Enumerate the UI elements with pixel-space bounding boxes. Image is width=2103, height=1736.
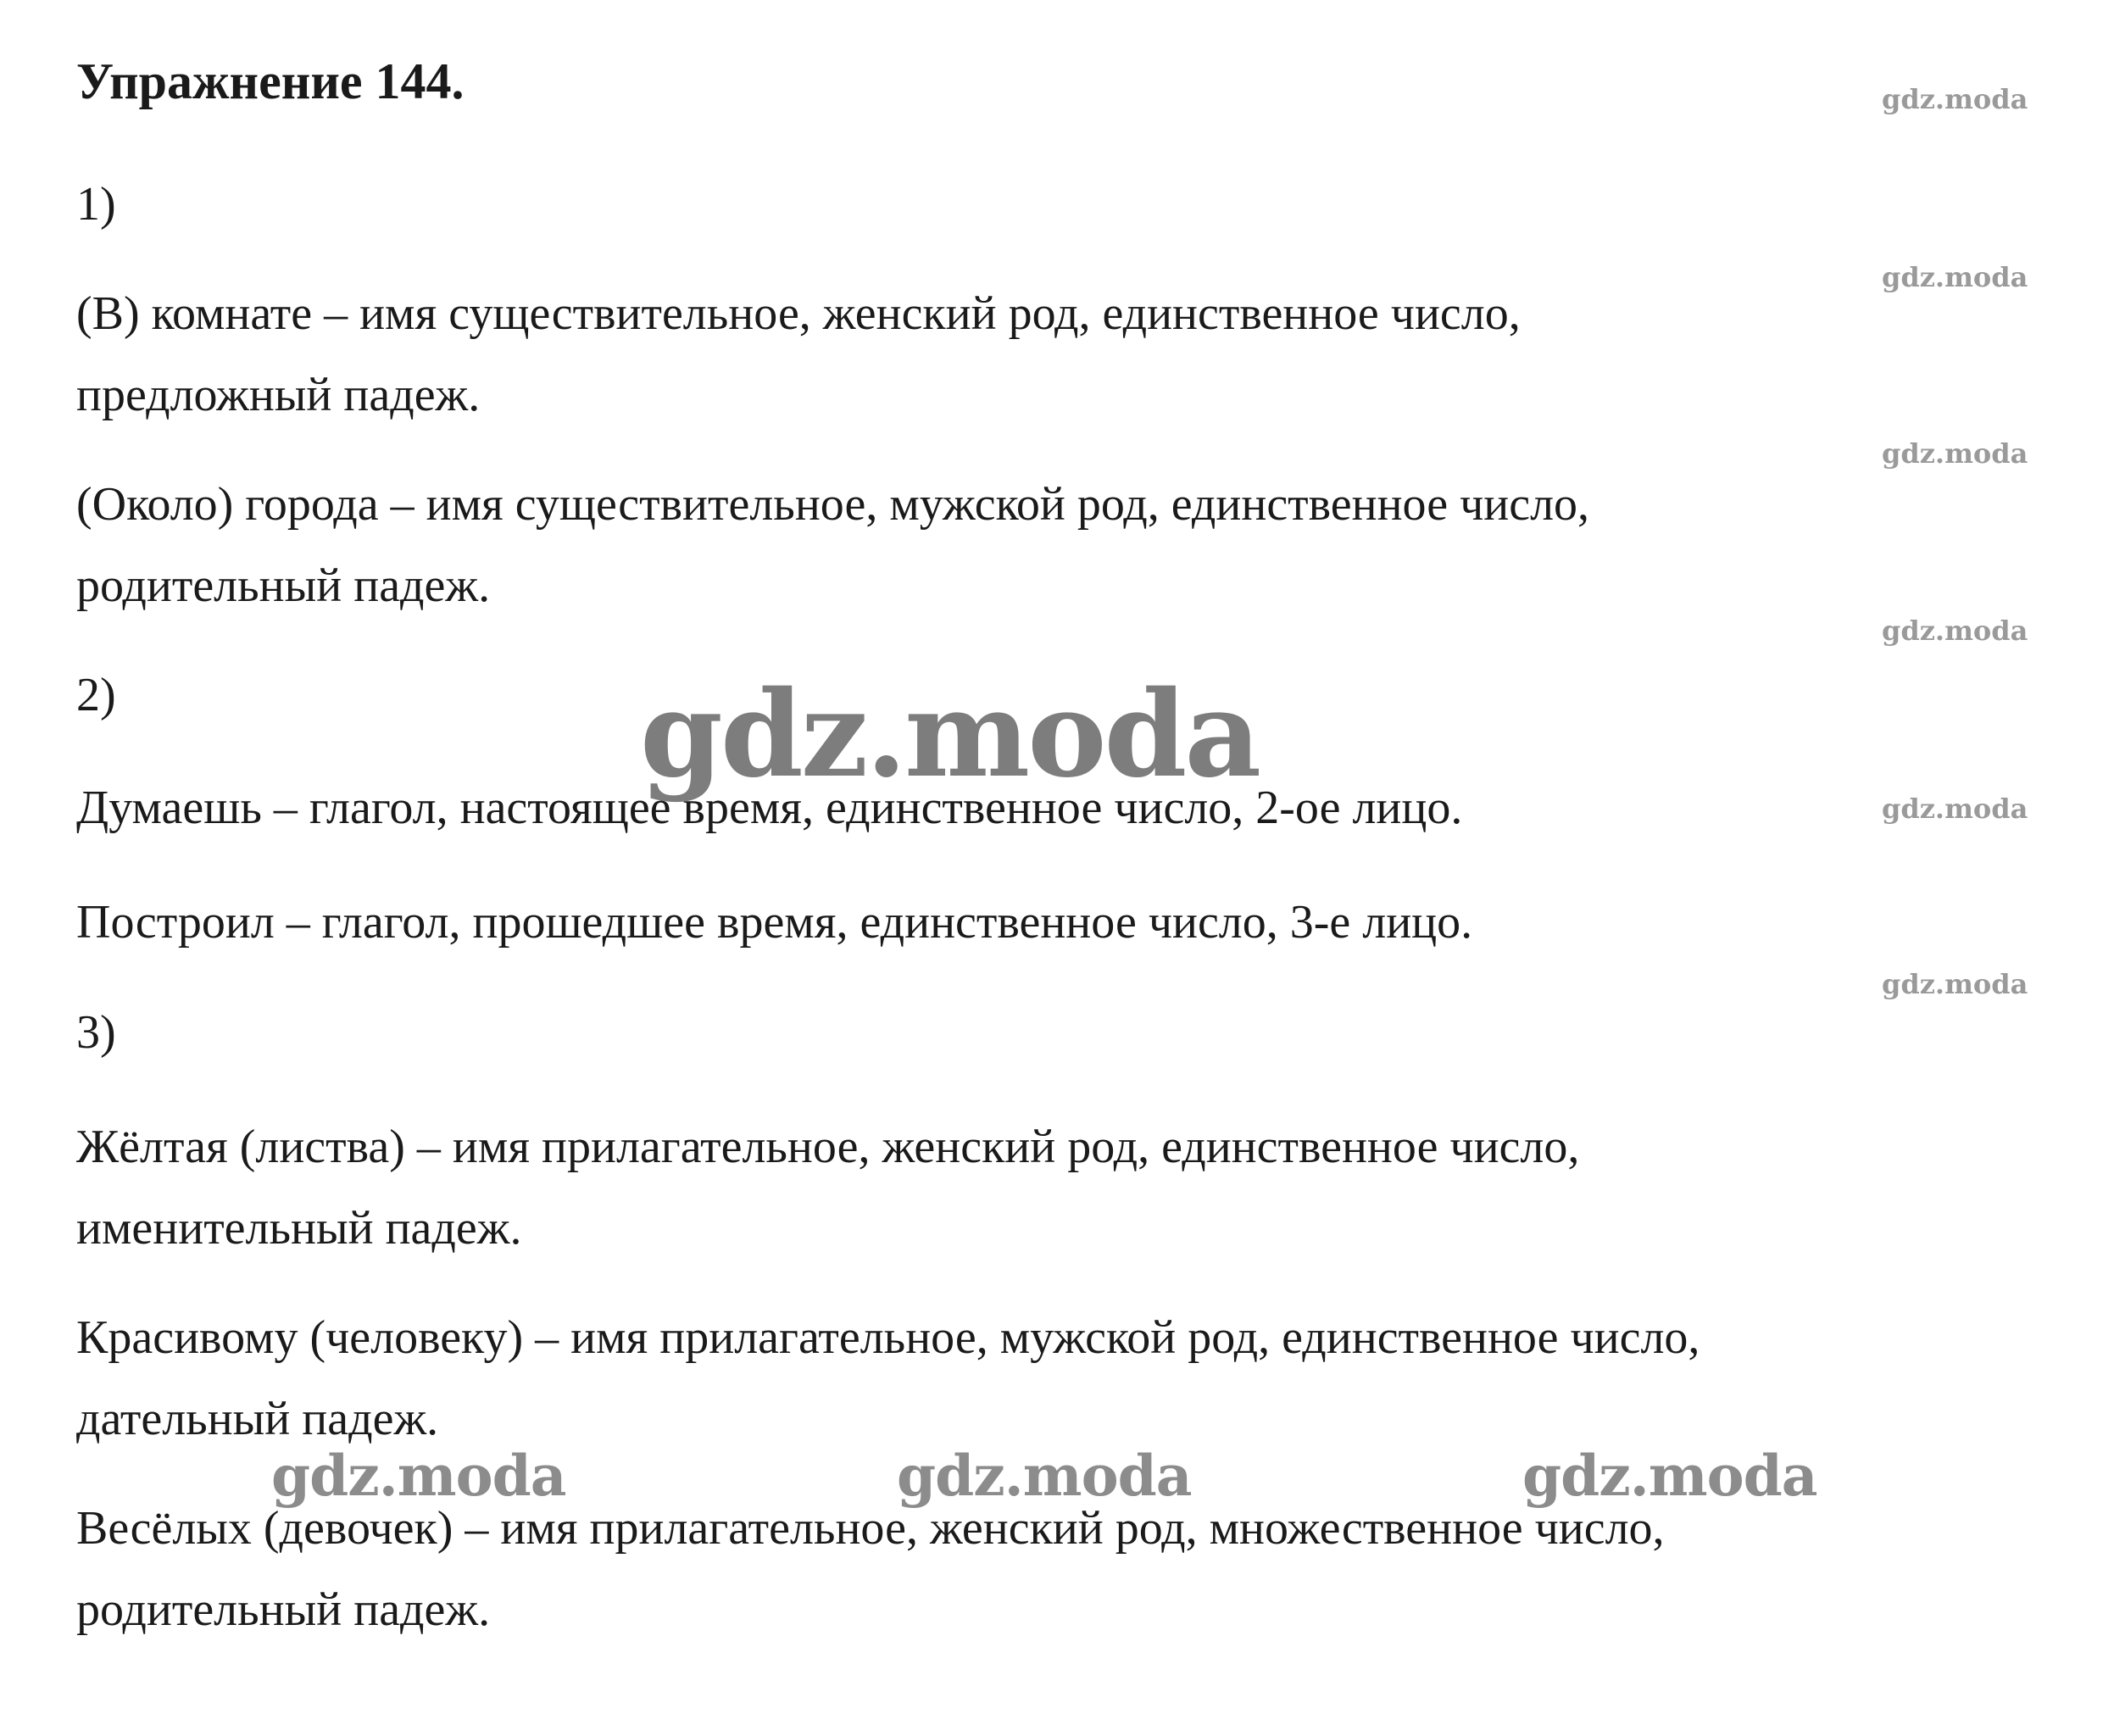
watermark-medium: gdz.moda <box>1522 1443 1817 1509</box>
answer-line: родительный падеж. <box>76 559 491 612</box>
watermark-small: gdz.moda <box>1882 968 2028 1000</box>
answer-line: именительный падеж. <box>76 1202 522 1255</box>
answer-line: родительный падеж. <box>76 1583 491 1636</box>
watermark-large: gdz.moda <box>640 665 1260 804</box>
section-number: 1) <box>76 178 116 231</box>
answer-line: Жёлтая (листва) – имя прилагательное, женский род, единственное число, <box>76 1121 1580 1173</box>
watermark-medium: gdz.moda <box>897 1443 1192 1509</box>
exercise-title: Упражнение 144. <box>76 53 465 109</box>
answer-line: (В) комнате – имя существительное, женский род, единственное число, <box>76 287 1521 340</box>
watermark-small: gdz.moda <box>1882 615 2028 647</box>
answer-line: Построил – глагол, прошедшее время, единственное число, 3-е лицо. <box>76 896 1473 949</box>
answer-line: Красивому (человеку) – имя прилагательное, мужской род, единственное число, <box>76 1311 1700 1364</box>
answer-line: предложный падеж. <box>76 369 481 421</box>
answer-line: (Около) города – имя существительное, мужской род, единственное число, <box>76 478 1590 531</box>
watermark-small: gdz.moda <box>1882 437 2028 470</box>
watermark-small: gdz.moda <box>1882 793 2028 825</box>
section-number: 3) <box>76 1006 116 1059</box>
answer-line: Думаешь – глагол, настоящее время, единственное число, 2-ое лицо. <box>76 782 1463 834</box>
watermark-small: gdz.moda <box>1882 83 2028 115</box>
answer-line: дательный падеж. <box>76 1393 439 1445</box>
section-number: 2) <box>76 669 116 721</box>
watermark-medium: gdz.moda <box>271 1443 566 1509</box>
watermark-small: gdz.moda <box>1882 261 2028 293</box>
answer-line: Весёлых (девочек) – имя прилагательное, женский род, множественное число, <box>76 1502 1665 1555</box>
